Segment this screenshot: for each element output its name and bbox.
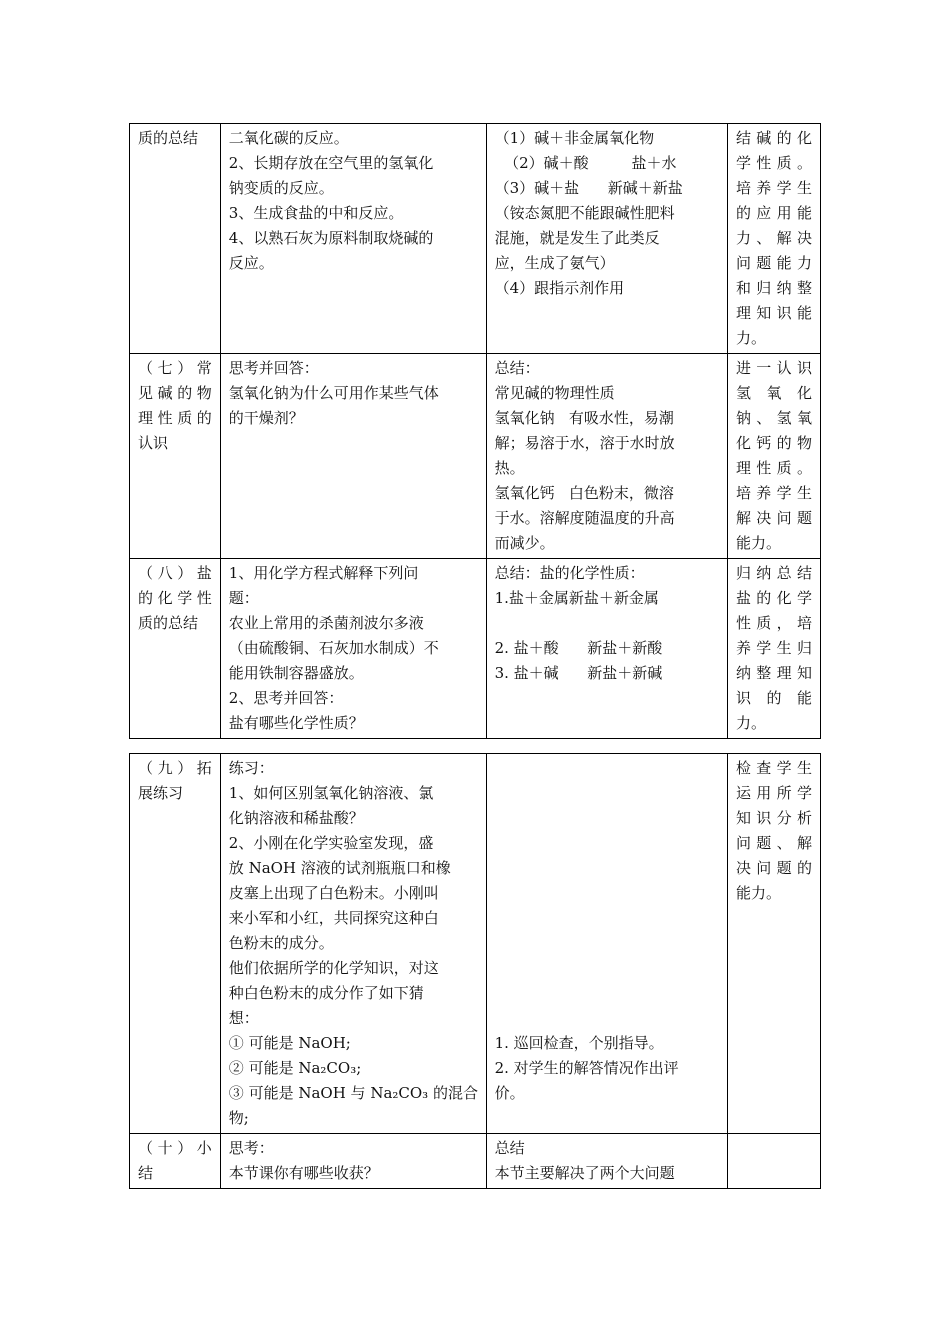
cell-line: 思考并回答： bbox=[228, 359, 319, 377]
table-cell-col4 bbox=[727, 754, 820, 1134]
cell-line: 混施，就是发生了此类反 bbox=[494, 229, 660, 247]
cell-line: 化钙的物 bbox=[735, 434, 812, 452]
cell-line: 化钠溶液和稀盐酸？ bbox=[228, 809, 364, 827]
cell-line: 结碱的化 bbox=[735, 129, 812, 147]
cell-line: 1、如何区别氢氧化钠溶液、氯 bbox=[228, 784, 434, 802]
cell-line: 1、用化学方程式解释下列问 bbox=[228, 564, 419, 582]
table-cell-col3 bbox=[486, 754, 727, 1134]
lesson-table-part2 bbox=[129, 753, 821, 1189]
table-cell-col1 bbox=[130, 124, 221, 354]
table-row bbox=[130, 559, 821, 739]
cell-line: 盐有哪些化学性质？ bbox=[228, 714, 364, 732]
cell-line: 养学生归 bbox=[735, 639, 812, 657]
cell-line: 物; bbox=[228, 1109, 249, 1127]
cell-line: 理性质的 bbox=[138, 409, 212, 427]
cell-line: 来小军和小红，共同探究这种白 bbox=[228, 909, 439, 927]
cell-line: （1）碱＋非金属氧化物 bbox=[494, 129, 655, 147]
cell-line: 本节主要解决了两个大问题 bbox=[494, 1164, 675, 1182]
cell-line: （九）拓 bbox=[138, 759, 212, 777]
cell-line: 决问题的 bbox=[735, 859, 812, 877]
table-cell-col4 bbox=[727, 559, 820, 739]
cell-line: ② 可能是 Na₂CO₃; bbox=[228, 1059, 362, 1077]
table-cell-col2 bbox=[220, 124, 486, 354]
cell-line: 氢 氧 化 bbox=[735, 384, 812, 402]
cell-line: 展练习 bbox=[138, 784, 184, 802]
lesson-table-part1 bbox=[129, 123, 821, 739]
cell-line: 1. 巡回检查，个别指导。 bbox=[494, 1034, 664, 1052]
cell-line: 于水。溶解度随温度的升高 bbox=[494, 509, 675, 527]
cell-line: 结 bbox=[138, 1164, 154, 1182]
table-cell-col3 bbox=[486, 354, 727, 559]
cell-line: 而减少。 bbox=[494, 534, 555, 552]
cell-line: ① 可能是 NaOH; bbox=[228, 1034, 351, 1052]
cell-line: 和归纳整 bbox=[735, 279, 812, 297]
cell-line: 种白色粉末的成分作了如下猜 bbox=[228, 984, 424, 1002]
cell-line: 总结：盐的化学性质： bbox=[494, 564, 645, 582]
table-cell-col2 bbox=[220, 354, 486, 559]
cell-line: 3、生成食盐的中和反应。 bbox=[228, 204, 404, 222]
cell-line: 钠、氢氧 bbox=[735, 409, 812, 427]
table-row bbox=[130, 354, 821, 559]
cell-line: 2、长期存放在空气里的氢氧化 bbox=[228, 154, 434, 172]
cell-line: 质的总结 bbox=[138, 129, 199, 147]
cell-line: 题： bbox=[228, 589, 259, 607]
cell-line: 练习： bbox=[228, 759, 274, 777]
cell-line: 总结 bbox=[494, 1139, 525, 1157]
cell-line: 皮塞上出现了白色粉末。小刚叫 bbox=[228, 884, 439, 902]
cell-line: 培养学生 bbox=[735, 179, 812, 197]
cell-line: 2. 对学生的解答情况作出评 bbox=[494, 1059, 679, 1077]
cell-line: （七）常 bbox=[138, 359, 212, 377]
cell-line: 2、思考并回答： bbox=[228, 689, 344, 707]
cell-line: （十）小 bbox=[138, 1139, 212, 1157]
cell-line: 氢氧化钠 有吸水性，易潮 bbox=[494, 409, 674, 427]
table-cell-col2 bbox=[220, 1134, 486, 1189]
cell-line: 放 NaOH 溶液的试剂瓶瓶口和橡 bbox=[228, 859, 451, 877]
cell-line: 解决问题 bbox=[735, 509, 812, 527]
cell-line: 反应。 bbox=[228, 254, 274, 272]
cell-line: 应，生成了氨气） bbox=[494, 254, 615, 272]
cell-line: 检查学生 bbox=[735, 759, 812, 777]
cell-line: 问题能力 bbox=[735, 254, 812, 272]
cell-line: 二氧化碳的反应。 bbox=[228, 129, 349, 147]
cell-line: 想： bbox=[228, 1009, 259, 1027]
cell-line: 见碱的物 bbox=[138, 384, 212, 402]
table-cell-col1 bbox=[130, 559, 221, 739]
cell-line: 进一认识 bbox=[735, 359, 812, 377]
cell-line: 2. 盐＋酸 新盐＋新酸 bbox=[494, 639, 663, 657]
cell-line: 的干燥剂？ bbox=[228, 409, 304, 427]
cell-line: （4）跟指示剂作用 bbox=[494, 279, 625, 297]
table-cell-col3 bbox=[486, 124, 727, 354]
cell-line: 的化学性 bbox=[138, 589, 212, 607]
cell-line bbox=[495, 611, 719, 636]
cell-line: 质的总结 bbox=[138, 614, 199, 632]
cell-line: 力。 bbox=[735, 329, 766, 347]
cell-line: 热。 bbox=[494, 459, 525, 477]
table-cell-col2 bbox=[220, 559, 486, 739]
cell-line: 性质，培 bbox=[735, 614, 812, 632]
cell-line: （由硫酸铜、石灰加水制成）不 bbox=[228, 639, 439, 657]
cell-line: 本节课你有哪些收获？ bbox=[228, 1164, 379, 1182]
cell-line: 运用所学 bbox=[735, 784, 812, 802]
table-cell-col1 bbox=[130, 754, 221, 1134]
cell-line: 识 的 能 bbox=[735, 689, 812, 707]
cell-line: 4、以熟石灰为原料制取烧碱的 bbox=[228, 229, 434, 247]
table-cell-col2 bbox=[220, 754, 486, 1134]
cell-line: 能用铁制容器盛放。 bbox=[228, 664, 364, 682]
cell-line: （八）盐 bbox=[138, 564, 212, 582]
cell-line: 钠变质的反应。 bbox=[228, 179, 334, 197]
cell-line: 理性质。 bbox=[735, 459, 812, 477]
cell-line: 的应用能 bbox=[735, 204, 812, 222]
cell-line: 解；易溶于水，溶于水时放 bbox=[494, 434, 675, 452]
table-row bbox=[130, 754, 821, 1134]
table-cell-col3 bbox=[486, 1134, 727, 1189]
table-cell-col4 bbox=[727, 1134, 820, 1189]
cell-line: 问题、解 bbox=[735, 834, 812, 852]
cell-line: 力。 bbox=[735, 714, 766, 732]
table-row bbox=[130, 1134, 821, 1189]
cell-line: 1.盐＋金属新盐＋新金属 bbox=[494, 589, 659, 607]
cell-line: 培养学生 bbox=[735, 484, 812, 502]
table-cell-col4 bbox=[727, 124, 820, 354]
cell-line: 纳整理知 bbox=[735, 664, 812, 682]
cell-line: 学性质。 bbox=[735, 154, 812, 172]
table-cell-col1 bbox=[130, 354, 221, 559]
cell-line: 力、解决 bbox=[735, 229, 812, 247]
cell-line: 价。 bbox=[494, 1084, 525, 1102]
cell-line: 他们依据所学的化学知识，对这 bbox=[228, 959, 439, 977]
cell-line: 2、小刚在化学实验室发现，盛 bbox=[228, 834, 434, 852]
cell-line: 认识 bbox=[138, 434, 169, 452]
cell-line: 农业上常用的杀菌剂波尔多液 bbox=[228, 614, 424, 632]
cell-line: 能力。 bbox=[735, 534, 781, 552]
cell-line: 总结： bbox=[494, 359, 540, 377]
cell-line: 氢氧化钠为什么可用作某些气体 bbox=[228, 384, 439, 402]
cell-line: 归纳总结 bbox=[735, 564, 812, 582]
cell-line: 知识分析 bbox=[735, 809, 812, 827]
table-cell-col3 bbox=[486, 559, 727, 739]
cell-line: 盐的化学 bbox=[735, 589, 812, 607]
cell-line: 理知识能 bbox=[735, 304, 812, 322]
cell-line: 常见碱的物理性质 bbox=[494, 384, 615, 402]
cell-line: 3. 盐＋碱 新盐＋新碱 bbox=[494, 664, 663, 682]
cell-line: 能力。 bbox=[735, 884, 781, 902]
table-row bbox=[130, 124, 821, 354]
table-cell-col1 bbox=[130, 1134, 221, 1189]
cell-line: 思考： bbox=[228, 1139, 274, 1157]
table-cell-col4 bbox=[727, 354, 820, 559]
cell-line: 色粉末的成分。 bbox=[228, 934, 334, 952]
cell-line: （铵态氮肥不能跟碱性肥料 bbox=[494, 204, 675, 222]
cell-line: （2）碱＋酸 盐＋水 bbox=[494, 154, 677, 172]
cell-line: 氢氧化钙 白色粉末，微溶 bbox=[494, 484, 674, 502]
cell-line: （3）碱＋盐 新碱＋新盐 bbox=[494, 179, 683, 197]
cell-line: ③ 可能是 NaOH 与 Na₂CO₃ 的混合 bbox=[228, 1084, 478, 1102]
